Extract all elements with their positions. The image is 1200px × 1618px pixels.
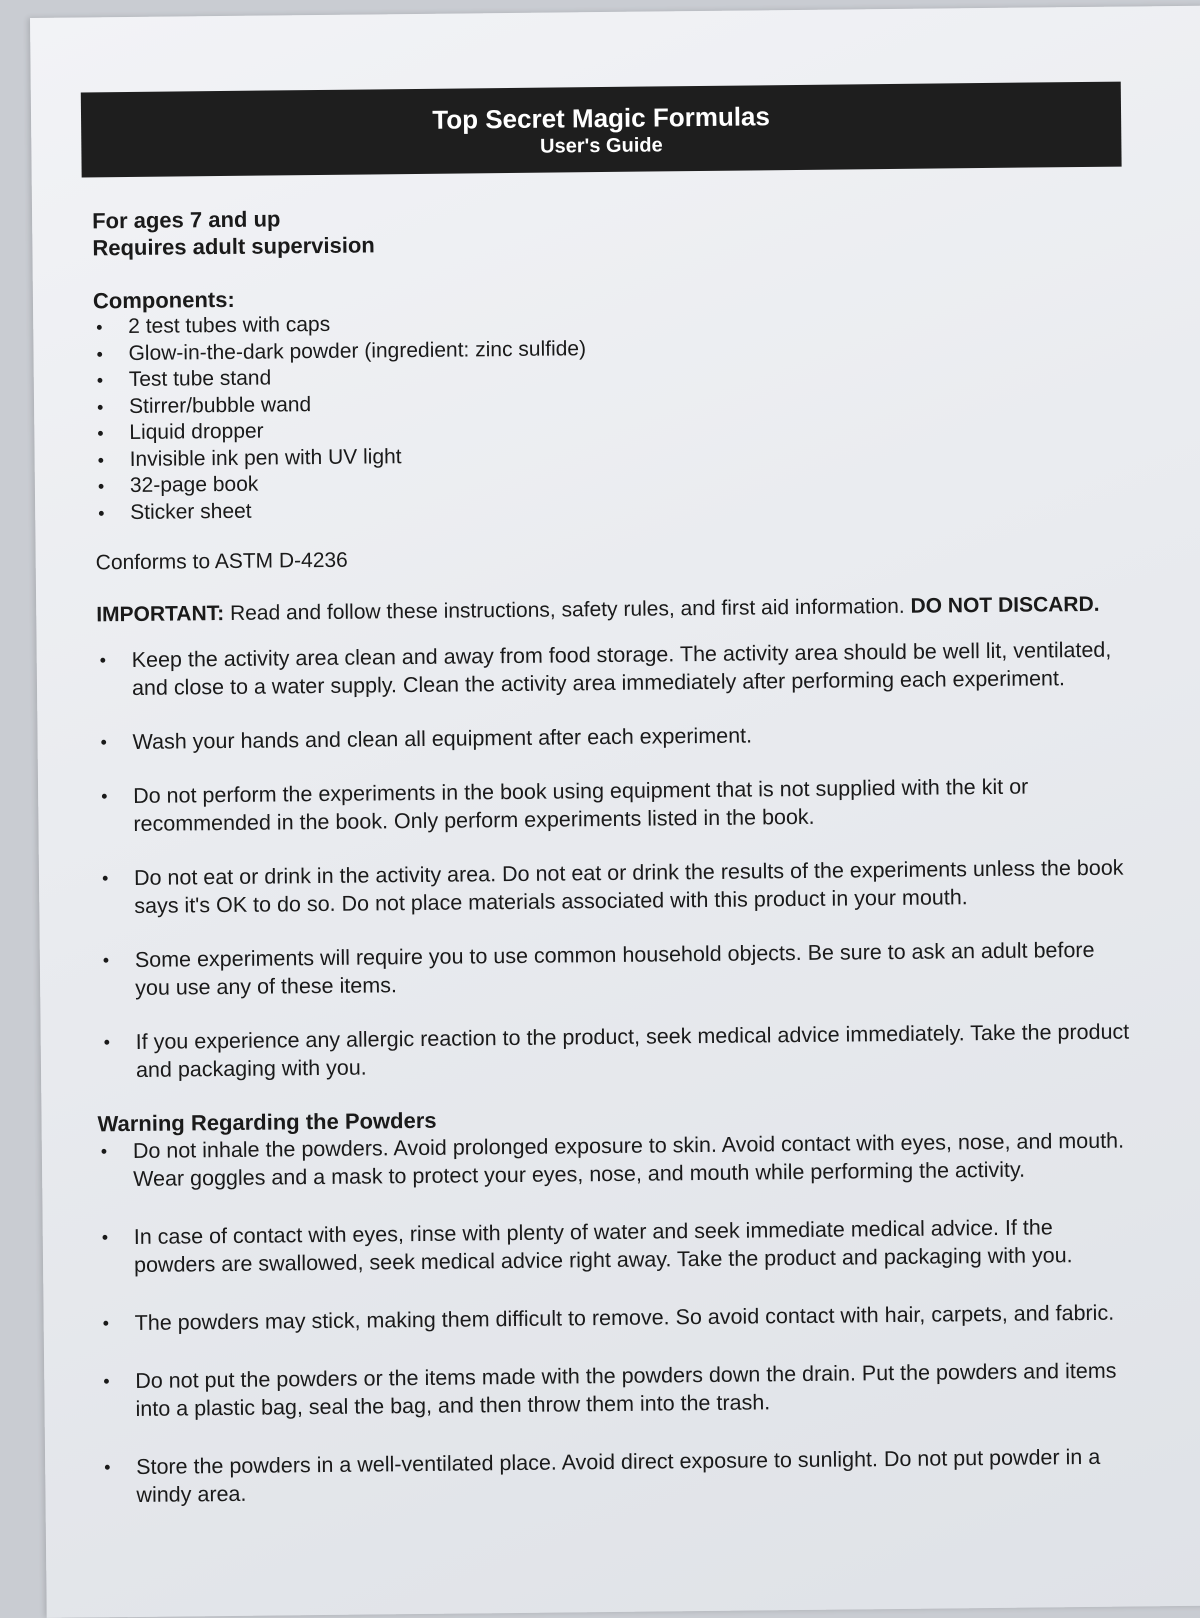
bullet-icon: • <box>101 1227 109 1248</box>
supervision-requirement: Requires adult supervision <box>92 232 375 261</box>
important-notice <box>96 592 1126 629</box>
component-text: Glow-in-the-dark powder (ingredient: zinc sulfide) <box>128 336 587 365</box>
important-emphasis: DO NOT DISCARD. <box>910 592 1100 618</box>
bullet-icon: • <box>97 449 105 470</box>
list-item <box>94 1299 1134 1338</box>
bullet-icon: • <box>96 317 103 338</box>
warning-text: Store the powders in a well-ventilated place. Avoid direct exposure to sunlight. Do not put powder in a windy area. <box>136 1444 1101 1507</box>
bullet-icon: • <box>103 1032 111 1053</box>
conformance-note: Conforms to ASTM D-4236 <box>95 548 348 575</box>
bullet-icon: • <box>100 1141 108 1162</box>
list-item <box>94 1357 1135 1424</box>
list-item <box>90 936 1131 1003</box>
component-text: Test tube stand <box>128 366 272 391</box>
safety-rules-list <box>87 636 1132 1085</box>
bullet-icon: • <box>96 343 103 364</box>
component-text: Stirrer/bubble wand <box>128 392 312 418</box>
bullet-icon: • <box>101 868 109 889</box>
components-heading: Components: <box>92 286 235 314</box>
bullet-icon: • <box>97 476 105 497</box>
document-title: Top Secret Magic Formulas <box>432 101 771 135</box>
rule-text: Wash your hands and clean all equipment after each experiment. <box>132 723 753 754</box>
bullet-icon: • <box>104 1457 111 1478</box>
bullet-icon: • <box>103 1371 110 1392</box>
list-item <box>88 772 1129 839</box>
list-item <box>91 1018 1132 1085</box>
powders-warning-heading: Warning Regarding the Powders <box>97 1107 437 1137</box>
bullet-icon: • <box>100 732 108 753</box>
list-item <box>87 718 1127 757</box>
component-text: Liquid dropper <box>129 419 264 444</box>
rule-text: If you experience any allergic reaction to the product, seek medical advice immediately. Take the product and packaging with you. <box>135 1019 1130 1082</box>
list-item <box>95 1443 1136 1510</box>
warning-text: Do not put the powders or the items made with the powders down the drain. Put the powders and items into a plastic bag, seal the bag, and then throw them into the trash. <box>135 1358 1117 1421</box>
rule-text: Keep the activity area clean and away from food storage. The activity area should be well lit, ventilated, and close to a water supply. Clean the activity area immediately after performing each experiment. <box>131 637 1112 700</box>
list-item <box>92 1127 1133 1194</box>
warning-text: Do not inhale the powders. Avoid prolonged exposure to skin. Avoid contact with eyes, nose, and mouth. Wear goggles and a mask to protect your eyes, nose, and mouth while performing the activity. <box>132 1128 1125 1191</box>
title-banner <box>81 82 1122 178</box>
component-text: Sticker sheet <box>130 499 252 524</box>
list-item <box>87 636 1128 703</box>
bullet-icon: • <box>96 370 104 391</box>
powders-warning-list <box>92 1127 1136 1510</box>
rule-text: Do not eat or drink in the activity area. Do not eat or drink the results of the experiments unless the book says it's OK to do so. Do not place materials associated with this product in your mouth. <box>133 855 1124 918</box>
document-subtitle: User's Guide <box>539 134 663 158</box>
important-label: IMPORTANT: <box>96 601 225 627</box>
component-text: 32-page book <box>129 472 259 497</box>
component-text: 2 test tubes with caps <box>128 312 331 338</box>
document-content <box>81 82 1136 1540</box>
age-requirement: For ages 7 and up <box>91 206 281 234</box>
list-item <box>93 1213 1134 1280</box>
bullet-icon: • <box>97 423 104 444</box>
warning-text: The powders may stick, making them difficult to remove. So avoid contact with hair, carpets, and fabric. <box>134 1300 1115 1335</box>
rule-text: Some experiments will require you to use common household objects. Be sure to ask an adult before you use any of these items. <box>134 937 1095 1000</box>
bullet-icon: • <box>96 396 104 417</box>
bullet-icon: • <box>99 650 107 671</box>
components-list <box>83 304 1125 527</box>
bullet-icon: • <box>98 502 105 523</box>
bullet-icon: • <box>101 786 108 807</box>
component-text: Invisible ink pen with UV light <box>129 444 402 471</box>
document-page <box>30 6 1200 1618</box>
important-text: Read and follow these instructions, safety rules, and first aid information. <box>224 594 911 625</box>
warning-text: In case of contact with eyes, rinse with plenty of water and seek immediate medical advice. If the powders are swallowed, seek medical advice right away. Take the product and packaging with you. <box>133 1215 1073 1277</box>
rule-text: Do not perform the experiments in the book using equipment that is not supplied with the kit or recommended in the book. Only perform experiments listed in the book. <box>133 774 1029 836</box>
bullet-icon: • <box>102 1313 110 1334</box>
list-item <box>89 854 1130 921</box>
bullet-icon: • <box>102 950 110 971</box>
